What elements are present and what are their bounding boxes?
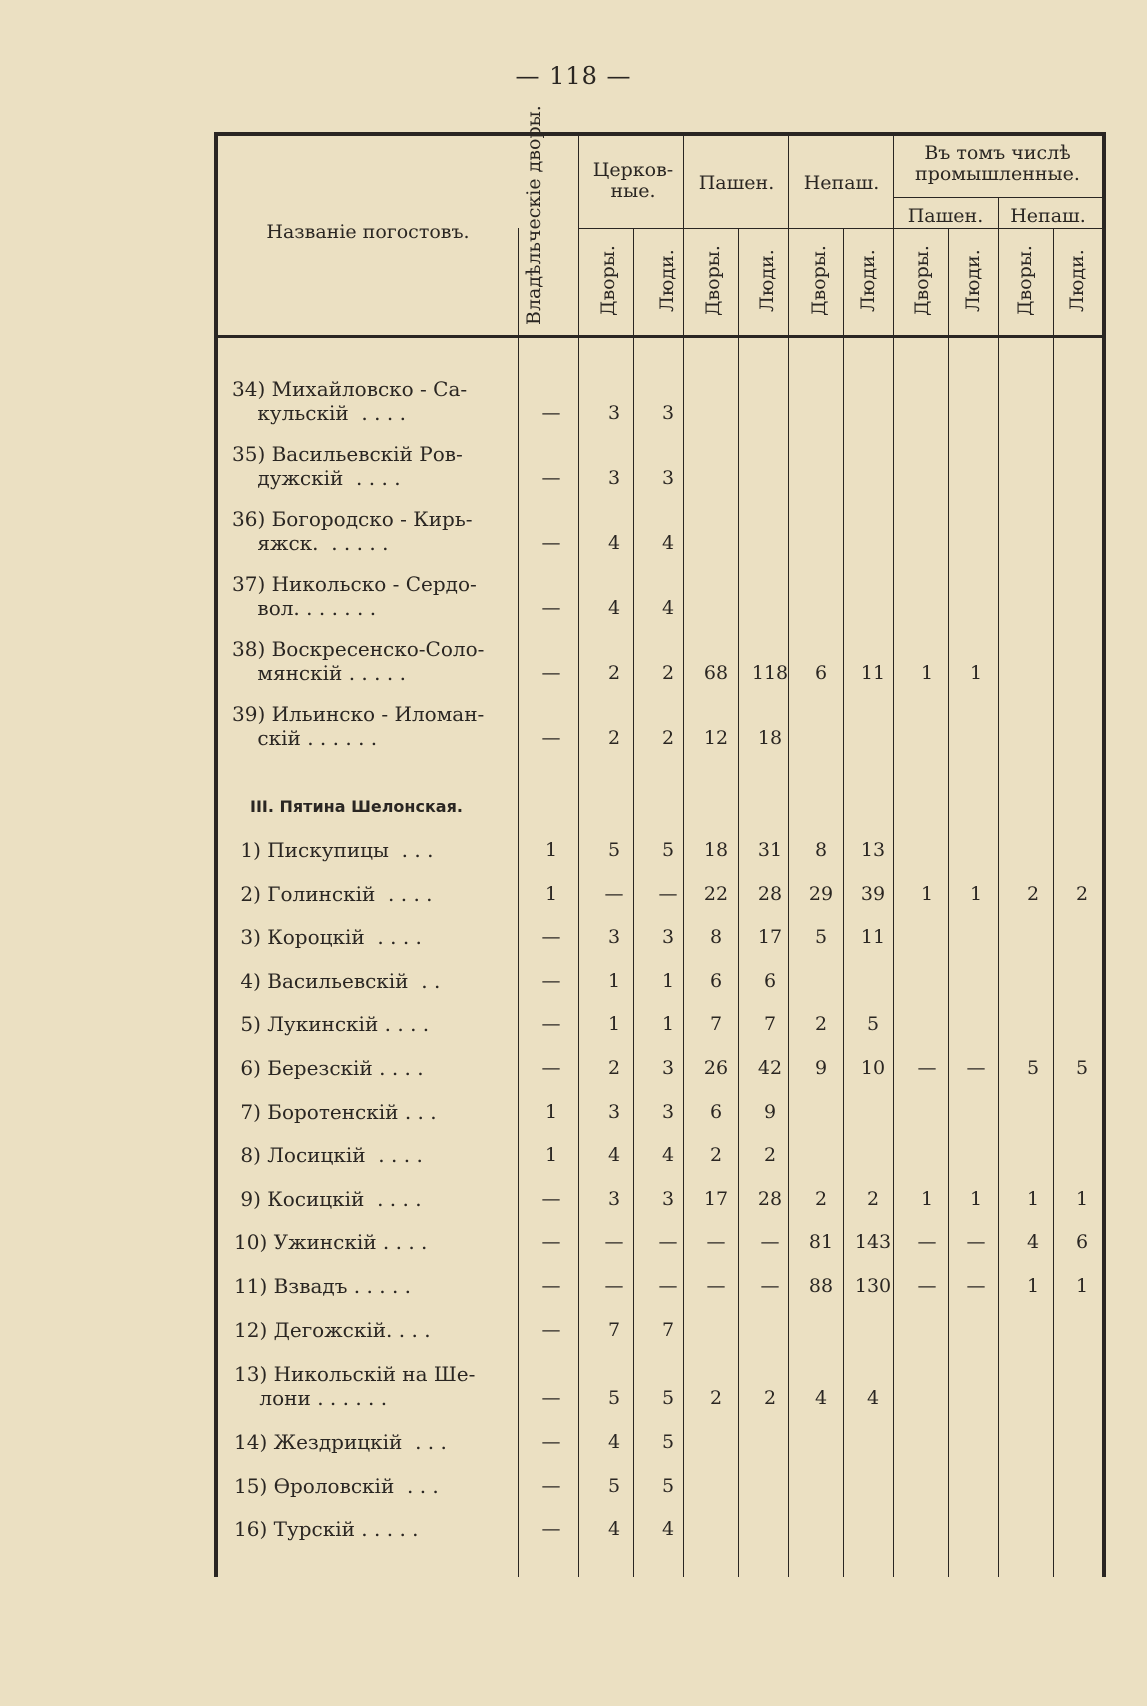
cell-owner-yards: — [541,1275,561,1297]
cell-unplowed-yards: 81 [808,1231,834,1254]
cell-church-yards: 4 [607,532,621,554]
cell-church-yards: 4 [607,1144,621,1167]
cell-owner-yards: — [541,969,561,992]
cell-ind-plowed-yards: — [917,1275,937,1297]
cell-plowed-yards: 17 [703,1187,729,1210]
row-name: 1) Пискупицы . . . [234,838,434,862]
cell-unplowed-people: 11 [860,662,886,684]
cell-unplowed-yards: 2 [814,1187,828,1210]
cell-owner-yards: — [541,532,561,554]
row-name: дужскій . . . . [232,466,401,490]
cell-church-people: 1 [661,969,675,992]
cell-church-yards: 3 [607,402,621,424]
cell-unplowed-yards: 8 [814,839,828,861]
row-name: 12) Дегожскій. . . . [234,1317,431,1342]
cell-plowed-yards: — [706,1231,726,1254]
cell-church-yards: — [604,1275,624,1297]
header-yards: Дворы. [597,245,619,316]
header-yards: Дворы. [808,245,830,316]
header-people: Люди. [962,249,984,312]
row-name: 35) Васильевскій Ров- [232,442,463,466]
cell-plowed-people: 6 [763,969,777,992]
cell-church-yards: 2 [607,727,621,749]
cell-unplowed-people: 143 [854,1231,892,1254]
cell-unplowed-yards: 88 [808,1275,834,1297]
cell-plowed-people: 118 [751,662,789,684]
cell-church-yards: 4 [607,1518,621,1541]
row-name: скій . . . . . . [232,726,378,750]
cell-church-people: 4 [661,1144,675,1167]
cell-owner-yards: — [541,727,561,749]
cell-ind-unplowed-yards: 1 [1026,1275,1040,1297]
header-industrial-unplowed: Непаш. [1010,205,1086,227]
cell-church-yards: 1 [607,1013,621,1036]
cell-church-people: — [658,1231,678,1254]
row-name: 11) Взвадъ . . . . . [234,1274,412,1298]
cell-plowed-people: 18 [757,727,783,749]
cell-plowed-yards: 2 [709,1387,723,1409]
cell-church-yards: 2 [607,662,621,684]
header-yards: Дворы. [911,245,933,316]
row-name: кульскій . . . . [232,401,406,425]
cell-owner-yards: — [541,1057,561,1079]
header-owner-yards: Владѣльческіе дворы. [523,105,545,325]
cell-church-yards: 3 [607,467,621,489]
cell-plowed-people: 2 [763,1144,777,1167]
cell-owner-yards: 1 [544,1144,558,1167]
cell-church-people: 5 [661,1387,675,1409]
cell-owner-yards: — [541,1231,561,1254]
row-name: 34) Михайловско - Са- [232,377,468,401]
cell-plowed-people: — [760,1275,780,1297]
cell-church-people: 3 [661,1187,675,1210]
header-people: Люди. [756,249,778,312]
cell-ind-plowed-people: 1 [969,662,983,684]
cell-church-yards: 4 [607,1431,621,1453]
cell-unplowed-people: 13 [860,839,886,861]
cell-ind-plowed-people: 1 [969,1187,983,1210]
row-name: 3) Короцкій . . . . [234,925,422,950]
row-name: 9) Косицкій . . . . [234,1186,422,1211]
cell-owner-yards: — [541,467,561,489]
header-yards: Дворы. [702,245,724,316]
cell-plowed-people: 9 [763,1100,777,1123]
row-name: 36) Богородско - Кирь- [232,507,473,531]
cell-church-yards: 3 [607,1100,621,1123]
cell-unplowed-people: 2 [866,1187,880,1210]
cell-owner-yards: — [541,662,561,684]
cell-owner-yards: — [541,1318,561,1341]
cell-church-yards: 7 [607,1318,621,1341]
row-name: 39) Ильинско - Иломан- [232,702,485,726]
header-people: Люди. [656,249,678,312]
cell-church-people: 4 [661,597,675,619]
row-name: 6) Березскій . . . . [234,1056,424,1080]
cell-ind-unplowed-yards: 4 [1026,1231,1040,1254]
row-name: 5) Лукинскій . . . . [234,1012,430,1037]
cell-plowed-yards: 6 [709,969,723,992]
cell-unplowed-people: 130 [854,1275,892,1297]
cell-unplowed-people: 11 [860,926,886,949]
cell-ind-plowed-yards: — [917,1057,937,1079]
row-name: 14) Жездрицкій . . . [234,1430,447,1454]
cell-owner-yards: — [541,1387,561,1409]
cell-plowed-yards: 7 [709,1013,723,1036]
cell-unplowed-yards: 5 [814,926,828,949]
cell-owner-yards: — [541,1013,561,1036]
cell-plowed-people: 42 [757,1057,783,1079]
cell-church-people: 4 [661,532,675,554]
row-name: 8) Лосицкій . . . . [234,1143,423,1168]
header-name-column: Названіе погостовъ. [266,221,470,243]
cell-church-yards: 1 [607,969,621,992]
cell-church-people: 1 [661,1013,675,1036]
cell-ind-unplowed-yards: 2 [1026,882,1040,905]
cell-owner-yards: — [541,1518,561,1541]
cell-ind-unplowed-yards: 1 [1026,1187,1040,1210]
cell-church-yards: 5 [607,1474,621,1497]
cell-plowed-people: 28 [757,1187,783,1210]
row-name: мянскій . . . . . [232,661,406,685]
cell-unplowed-yards: 2 [814,1013,828,1036]
cell-unplowed-yards: 4 [814,1387,828,1409]
cell-church-people: 5 [661,1431,675,1453]
cell-plowed-yards: 2 [709,1144,723,1167]
cell-ind-plowed-yards: 1 [920,1187,934,1210]
row-name: 37) Никольско - Сердо- [232,572,477,596]
cell-church-people: 4 [661,1518,675,1541]
cell-church-people: 2 [661,662,675,684]
row-name: 13) Никольскій на Ше- [234,1362,476,1386]
cell-owner-yards: — [541,597,561,619]
cell-owner-yards: 1 [544,882,558,905]
header-mid-rule [578,228,1106,229]
row-name: лони . . . . . . [234,1386,388,1410]
page-number: — 118 — [515,62,632,90]
row-name: 10) Ужинскій . . . . [234,1230,428,1255]
cell-unplowed-yards: 29 [808,882,834,905]
cell-church-people: 3 [661,1100,675,1123]
row-name: вол. . . . . . . [232,596,377,620]
header-industrial-rule [893,197,1106,198]
cell-ind-unplowed-people: 5 [1075,1057,1089,1079]
cell-ind-unplowed-people: 2 [1075,882,1089,905]
cell-church-yards: — [604,882,624,905]
cell-unplowed-people: 5 [866,1013,880,1036]
cell-church-people: 5 [661,839,675,861]
cell-owner-yards: — [541,1431,561,1453]
cell-owner-yards: — [541,1187,561,1210]
col-divider-owner [518,228,519,1577]
cell-ind-plowed-people: — [966,1057,986,1079]
cell-ind-unplowed-yards: 5 [1026,1057,1040,1079]
header-industrial: Въ томъ числѣ промышленные. [915,142,1080,185]
cell-church-people: 3 [661,1057,675,1079]
cell-ind-plowed-yards: 1 [920,882,934,905]
cell-ind-plowed-people: — [966,1231,986,1254]
row-name: 38) Воскресенско-Соло- [232,637,485,661]
row-name: 16) Турскій . . . . . [234,1517,419,1542]
cell-church-yards: 2 [607,1057,621,1079]
row-name: 15) Ѳроловскій . . . [234,1473,439,1498]
cell-ind-plowed-yards: — [917,1231,937,1254]
cell-ind-plowed-people: — [966,1275,986,1297]
cell-plowed-yards: 6 [709,1100,723,1123]
cell-church-people: 3 [661,467,675,489]
section-heading: III. Пятина Шелонская. [250,797,463,816]
cell-owner-yards: — [541,926,561,949]
cell-owner-yards: — [541,402,561,424]
cell-unplowed-people: 4 [866,1387,880,1409]
cell-owner-yards: 1 [544,839,558,861]
header-bottom-rule [214,335,1106,338]
cell-church-yards: 3 [607,926,621,949]
cell-plowed-people: — [760,1231,780,1254]
cell-plowed-people: 7 [763,1013,777,1036]
cell-plowed-people: 2 [763,1387,777,1409]
cell-owner-yards: — [541,1474,561,1497]
header-people: Люди. [1066,249,1088,312]
cell-unplowed-people: 10 [860,1057,886,1079]
header-people: Люди. [857,249,879,312]
cell-church-people: 3 [661,402,675,424]
cell-church-people: — [658,882,678,905]
cell-ind-unplowed-people: 1 [1075,1275,1089,1297]
cell-plowed-people: 31 [757,839,783,861]
col-divider-church-yards [578,136,579,1577]
cell-church-people: 7 [661,1318,675,1341]
cell-plowed-yards: 12 [703,727,729,749]
row-name: яжск. . . . . . [232,531,389,555]
header-plowed: Пашен. [698,172,775,194]
cell-plowed-yards: 18 [703,839,729,861]
cell-church-people: 5 [661,1474,675,1497]
cell-unplowed-yards: 6 [814,662,828,684]
row-name: 7) Боротенскій . . . [234,1099,437,1124]
cell-church-people: — [658,1275,678,1297]
cell-plowed-yards: 26 [703,1057,729,1079]
cell-church-yards: 5 [607,1387,621,1409]
header-industrial-plowed: Пашен. [907,205,984,227]
cell-plowed-people: 28 [757,882,783,905]
cell-church-people: 3 [661,926,675,949]
cell-church-yards: 4 [607,597,621,619]
cell-plowed-yards: — [706,1275,726,1297]
cell-ind-unplowed-people: 1 [1075,1187,1089,1210]
cell-ind-plowed-people: 1 [969,882,983,905]
cell-owner-yards: 1 [544,1100,558,1123]
cell-plowed-yards: 8 [709,926,723,949]
cell-church-yards: — [604,1231,624,1254]
header-church: Церков- ные. [592,159,674,202]
row-name: 2) Голинскій . . . . [234,881,433,906]
cell-plowed-yards: 68 [703,662,729,684]
row-name: 4) Васильевскій . . [234,968,441,993]
cell-unplowed-people: 39 [860,882,886,905]
cell-plowed-people: 17 [757,926,783,949]
cell-church-yards: 3 [607,1187,621,1210]
header-yards: Дворы. [1014,245,1036,316]
cell-ind-unplowed-people: 6 [1075,1231,1089,1254]
cell-church-yards: 5 [607,839,621,861]
cell-unplowed-yards: 9 [814,1057,828,1079]
header-unplowed: Непаш. [803,172,880,194]
cell-ind-plowed-yards: 1 [920,662,934,684]
cell-plowed-yards: 22 [703,882,729,905]
cell-church-people: 2 [661,727,675,749]
